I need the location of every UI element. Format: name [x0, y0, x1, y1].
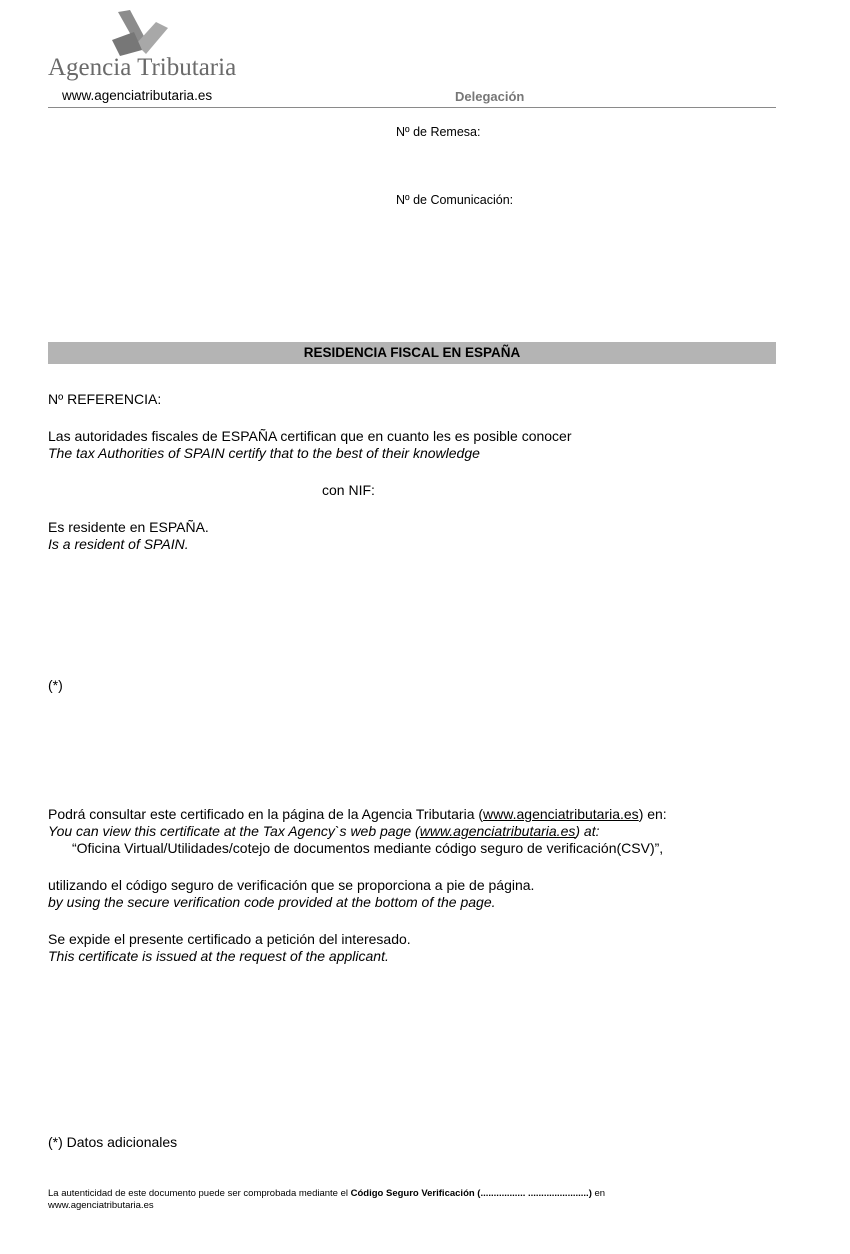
consult-es-before: Podrá consultar este certificado en la página de la Agencia Tributaria ( — [48, 806, 484, 822]
certify-text-es: Las autoridades fiscales de ESPAÑA certifican que en cuanto les es posible conocer — [48, 428, 572, 444]
agencia-link-es[interactable]: www.agenciatributaria.es — [483, 806, 639, 822]
using-text-en: by using the secure verification code provided at the bottom of the page. — [48, 894, 496, 910]
csv-code-label: Código Seguro Verificación (................. .......................) — [350, 1188, 592, 1199]
logo-url: www.agenciatributaria.es — [62, 88, 213, 103]
additional-data-label: (*) Datos adicionales — [48, 1134, 178, 1150]
footer-line-1 — [48, 1188, 605, 1200]
footer-url[interactable]: www.agenciatributaria.es — [48, 1200, 154, 1211]
office-label: Delegación — [455, 89, 525, 104]
footer-text-after: en — [591, 1188, 606, 1199]
footer-text-before: La autenticidad de este documento puede ser comprobada mediante el — [48, 1188, 351, 1199]
header-divider — [48, 107, 776, 108]
authenticity-footer — [48, 1188, 605, 1212]
agencia-link-en[interactable]: www.agenciatributaria.es — [419, 823, 576, 839]
logo-wordmark: Agencia Tributaria — [48, 54, 237, 81]
agencia-tributaria-logo-icon — [112, 10, 172, 56]
certify-text-en: The tax Authorities of SPAIN certify that to the best of their knowledge — [48, 445, 480, 461]
csv-path-text: “Oficina Virtual/Utilidades/cotejo de documentos mediante código seguro de verificación(CSV)”, — [72, 840, 664, 856]
remesa-label: Nº de Remesa: — [396, 125, 481, 139]
title-band — [48, 342, 776, 364]
reference-label: Nº REFERENCIA: — [48, 391, 162, 407]
asterisk-note: (*) — [48, 677, 63, 693]
consult-text-es — [48, 806, 667, 823]
resident-text-es: Es residente en ESPAÑA. — [48, 519, 209, 535]
issued-text-es: Se expide el presente certificado a petición del interesado. — [48, 931, 411, 947]
comunicacion-label: Nº de Comunicación: — [396, 193, 514, 207]
resident-text-en: Is a resident of SPAIN. — [48, 536, 189, 552]
nif-label: con NIF: — [322, 482, 375, 498]
consult-text-en — [48, 823, 599, 840]
consult-en-after: ) at: — [575, 823, 600, 839]
using-text-es: utilizando el código seguro de verificación que se proporciona a pie de página. — [48, 877, 535, 893]
issued-text-en: This certificate is issued at the request of the applicant. — [48, 948, 389, 964]
consult-es-after: ) en: — [638, 806, 667, 822]
consult-en-before: You can view this certificate at the Tax Agency`s web page ( — [48, 823, 420, 839]
document-title: RESIDENCIA FISCAL EN ESPAÑA — [303, 345, 521, 360]
